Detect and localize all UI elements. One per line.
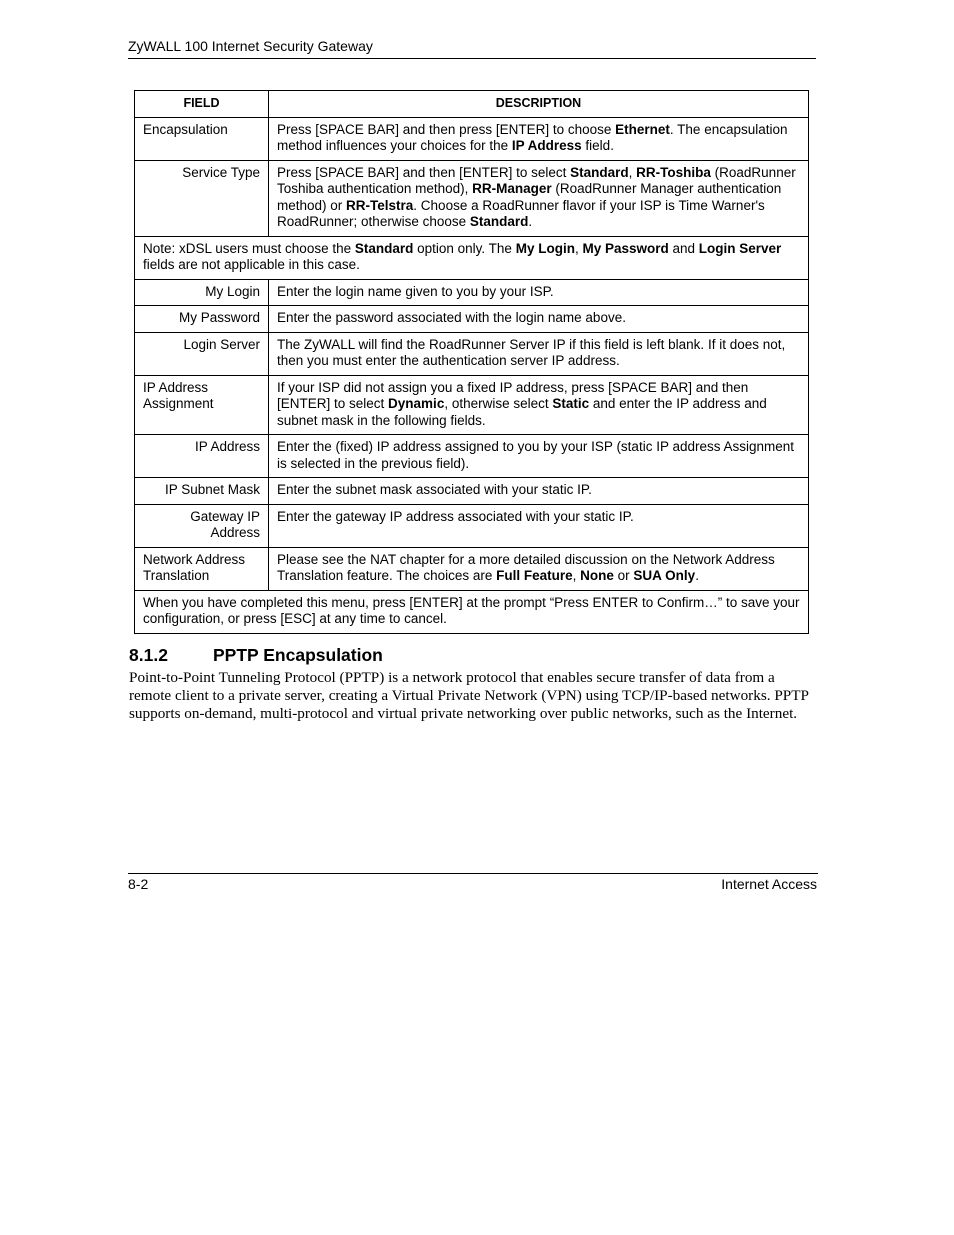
field-cell: Login Server <box>135 332 269 375</box>
table-row <box>135 435 809 478</box>
description-cell: Enter the (fixed) IP address assigned to you by your ISP (static IP address Assignment is selected in the previous field). <box>269 435 809 478</box>
description-cell: Press [SPACE BAR] and then [ENTER] to select Standard, RR-Toshiba (RoadRunner Toshiba authentication method), RR-Manager (RoadRunner Manager authentication method) or RR-Telstra. Choose a RoadRunner flavor if your ISP is Time Warner's RoadRunner; otherwise choose Standard. <box>269 160 809 236</box>
column-header-description: DESCRIPTION <box>269 91 809 118</box>
description-cell: Please see the NAT chapter for a more detailed discussion on the Network Address Translation feature. The choices are Full Feature, None or SUA Only. <box>269 547 809 590</box>
table-row <box>135 332 809 375</box>
note-cell: When you have completed this menu, press [ENTER] at the prompt “Press ENTER to Confirm…” to save your configuration, or press [ESC] at any time to cancel. <box>135 590 809 633</box>
description-cell: The ZyWALL will find the RoadRunner Server IP if this field is left blank. If it does not, then you must enter the authentication server IP address. <box>269 332 809 375</box>
description-cell: Enter the gateway IP address associated with your static IP. <box>269 504 809 547</box>
table-row <box>135 117 809 160</box>
field-cell: My Password <box>135 306 269 333</box>
footer-rule <box>128 873 818 874</box>
description-cell: Enter the subnet mask associated with your static IP. <box>269 478 809 505</box>
field-cell: My Login <box>135 279 269 306</box>
section-heading <box>129 644 383 666</box>
table-row <box>135 504 809 547</box>
description-cell: Enter the login name given to you by your ISP. <box>269 279 809 306</box>
running-header: ZyWALL 100 Internet Security Gateway <box>128 38 373 54</box>
section-title: PPTP Encapsulation <box>213 645 383 665</box>
table-note-row <box>135 236 809 279</box>
table-row <box>135 306 809 333</box>
table-note-row <box>135 590 809 633</box>
table-row <box>135 478 809 505</box>
field-cell: Gateway IP Address <box>135 504 269 547</box>
note-cell: Note: xDSL users must choose the Standard option only. The My Login, My Password and Login Server fields are not applicable in this case. <box>135 236 809 279</box>
table-row <box>135 160 809 236</box>
table-header-row <box>135 91 809 118</box>
description-cell: If your ISP did not assign you a fixed IP address, press [SPACE BAR] and then [ENTER] to select Dynamic, otherwise select Static and enter the IP address and subnet mask in the following fields. <box>269 375 809 435</box>
field-cell: IP Address <box>135 435 269 478</box>
section-body-paragraph: Point-to-Point Tunneling Protocol (PPTP) is a network protocol that enables secure transfer of data from a remote client to a private server, creating a Virtual Private Network (VPN) using TCP/IP-based networks. PPTP supports on-demand, multi-protocol and virtual private networking over public networks, such as the Internet. <box>129 669 809 722</box>
description-cell: Press [SPACE BAR] and then press [ENTER] to choose Ethernet. The encapsulation method influences your choices for the IP Address field. <box>269 117 809 160</box>
description-cell: Enter the password associated with the login name above. <box>269 306 809 333</box>
table-row <box>135 375 809 435</box>
field-cell: IP Subnet Mask <box>135 478 269 505</box>
page-number: 8-2 <box>128 876 149 892</box>
field-cell: Service Type <box>135 160 269 236</box>
table-row <box>135 279 809 306</box>
header-rule <box>128 58 816 59</box>
chapter-name: Internet Access <box>721 876 817 892</box>
field-description-table <box>134 90 809 634</box>
field-cell: IP Address Assignment <box>135 375 269 435</box>
section-number: 8.1.2 <box>129 645 168 665</box>
table-row <box>135 547 809 590</box>
field-cell: Network Address Translation <box>135 547 269 590</box>
column-header-field: FIELD <box>135 91 269 118</box>
field-cell: Encapsulation <box>135 117 269 160</box>
